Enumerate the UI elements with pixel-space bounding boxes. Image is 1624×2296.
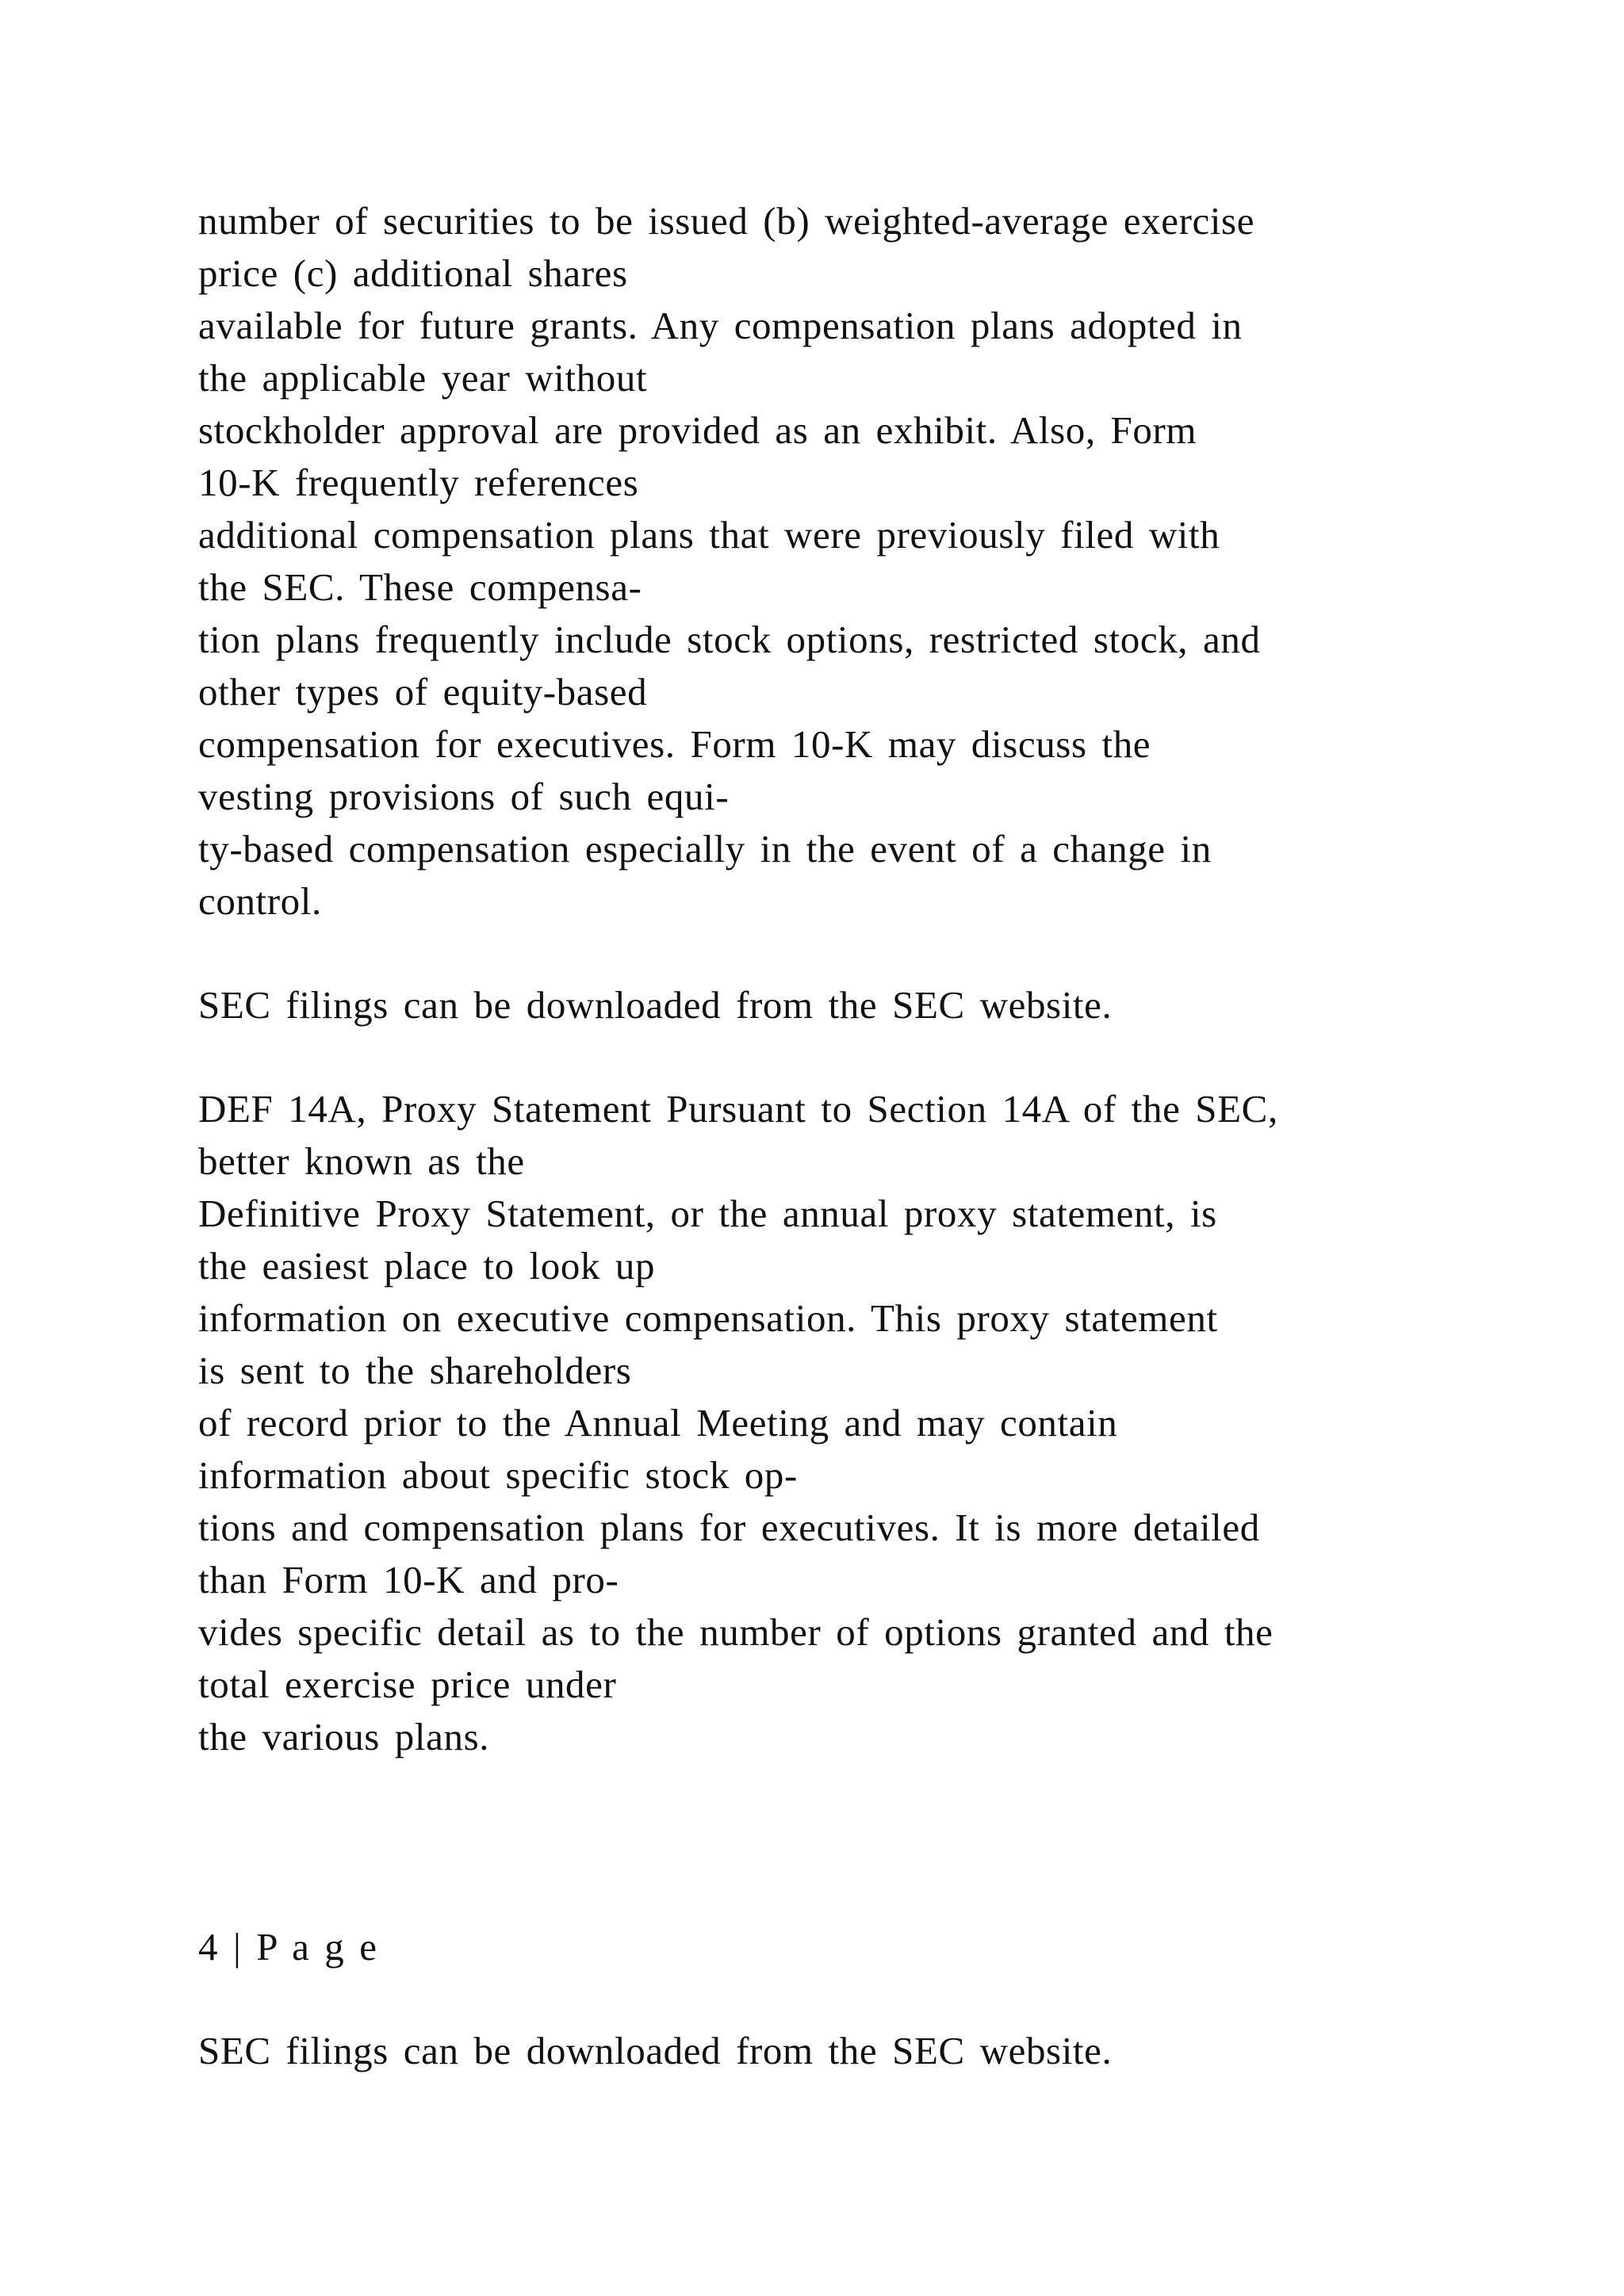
text-line: vesting provisions of such equi- (198, 775, 730, 818)
text-line: SEC filings can be downloaded from the SEC website. (198, 983, 1113, 1027)
text-line: information about specific stock op- (198, 1453, 798, 1497)
text-line: is sent to the shareholders (198, 1349, 632, 1392)
text-line: tions and compensation plans for executives. It is more detailed (198, 1506, 1260, 1549)
text-line: number of securities to be issued (b) weighted-average exercise (198, 199, 1255, 243)
text-line: of record prior to the Annual Meeting and may contain (198, 1401, 1118, 1445)
text-line: vides specific detail as to the number of options granted and the (198, 1610, 1274, 1654)
text-line: total exercise price under (198, 1663, 617, 1706)
text-line: price (c) additional shares (198, 251, 628, 295)
text-line: the easiest place to look up (198, 1244, 656, 1288)
paragraph-sec-filings-note (198, 979, 1483, 1031)
paragraph-proxy-statement (198, 1083, 1483, 1763)
paragraph-compensation-plans (198, 195, 1483, 928)
text-line: the SEC. These compensa- (198, 565, 642, 609)
text-line: other types of equity-based (198, 670, 648, 714)
text-line: additional compensation plans that were previously filed with (198, 513, 1220, 557)
page-number (198, 1921, 1483, 1973)
text-line: ty-based compensation especially in the event of a change in (198, 827, 1212, 871)
text-line: Definitive Proxy Statement, or the annual proxy statement, is (198, 1192, 1217, 1235)
text-line: information on executive compensation. This proxy statement (198, 1296, 1218, 1340)
text-line: than Form 10-K and pro- (198, 1558, 619, 1601)
text-line: the applicable year without (198, 356, 648, 400)
text-line: stockholder approval are provided as an exhibit. Also, Form (198, 408, 1197, 452)
page-number-text: 4 | P a g e (198, 1925, 377, 1969)
text-line: 10-K frequently references (198, 461, 639, 504)
text-line: available for future grants. Any compensation plans adopted in (198, 304, 1243, 347)
text-line: tion plans frequently include stock options, restricted stock, and (198, 618, 1261, 661)
paragraph-sec-filings-note-repeat (198, 2025, 1483, 2077)
text-line: DEF 14A, Proxy Statement Pursuant to Section 14A of the SEC, (198, 1087, 1278, 1131)
text-line: SEC filings can be downloaded from the SEC website. (198, 2029, 1113, 2072)
text-line: compensation for executives. Form 10-K may discuss the (198, 722, 1151, 766)
text-line: control. (198, 879, 322, 923)
text-line: better known as the (198, 1139, 525, 1183)
text-line: the various plans. (198, 1715, 490, 1758)
